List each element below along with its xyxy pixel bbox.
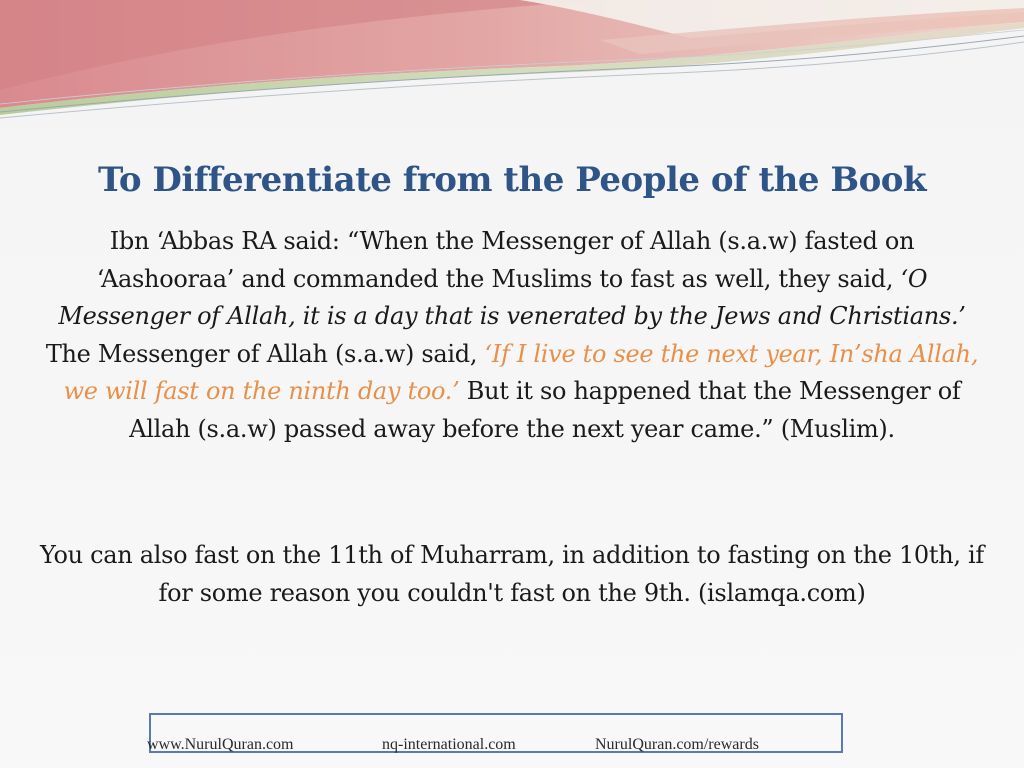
quote-jews-christians: ‘O Messenger of Allah, it is a day that is venerated by the Jews and Christians.’ bbox=[58, 264, 966, 330]
footer-link-rewards[interactable]: NurulQuran.com/rewards bbox=[595, 736, 759, 753]
quote-ninth-day: ‘If I live to see the next year, In’sha Allah, we will fast on the ninth day too.’ bbox=[63, 339, 979, 405]
footer-link-nurulquran[interactable]: www.NurulQuran.com bbox=[147, 736, 294, 753]
quote-ending: But it so happened that the Messenger of Allah (s.a.w) passed away before the next year came.” (Muslim). bbox=[129, 377, 961, 443]
muharram-note: You can also fast on the 11th of Muharram, in addition to fasting on the 10th, if for some reason you couldn't fast on the 9th. (islamqa.com) bbox=[40, 541, 985, 607]
header-wave-decoration bbox=[0, 0, 1024, 125]
slide-title: To Differentiate from the People of the Book bbox=[97, 160, 927, 200]
quote-reply-intro: The Messenger of Allah (s.a.w) said, bbox=[45, 339, 485, 368]
footer-link-nq-international[interactable]: nq-international.com bbox=[382, 736, 516, 753]
hadith-quote bbox=[40, 223, 984, 448]
quote-intro: Ibn ‘Abbas RA said: “When the Messenger of Allah (s.a.w) fasted on ‘Aashooraa’ and commanded the Muslims to fast as well, they said, bbox=[96, 227, 915, 293]
